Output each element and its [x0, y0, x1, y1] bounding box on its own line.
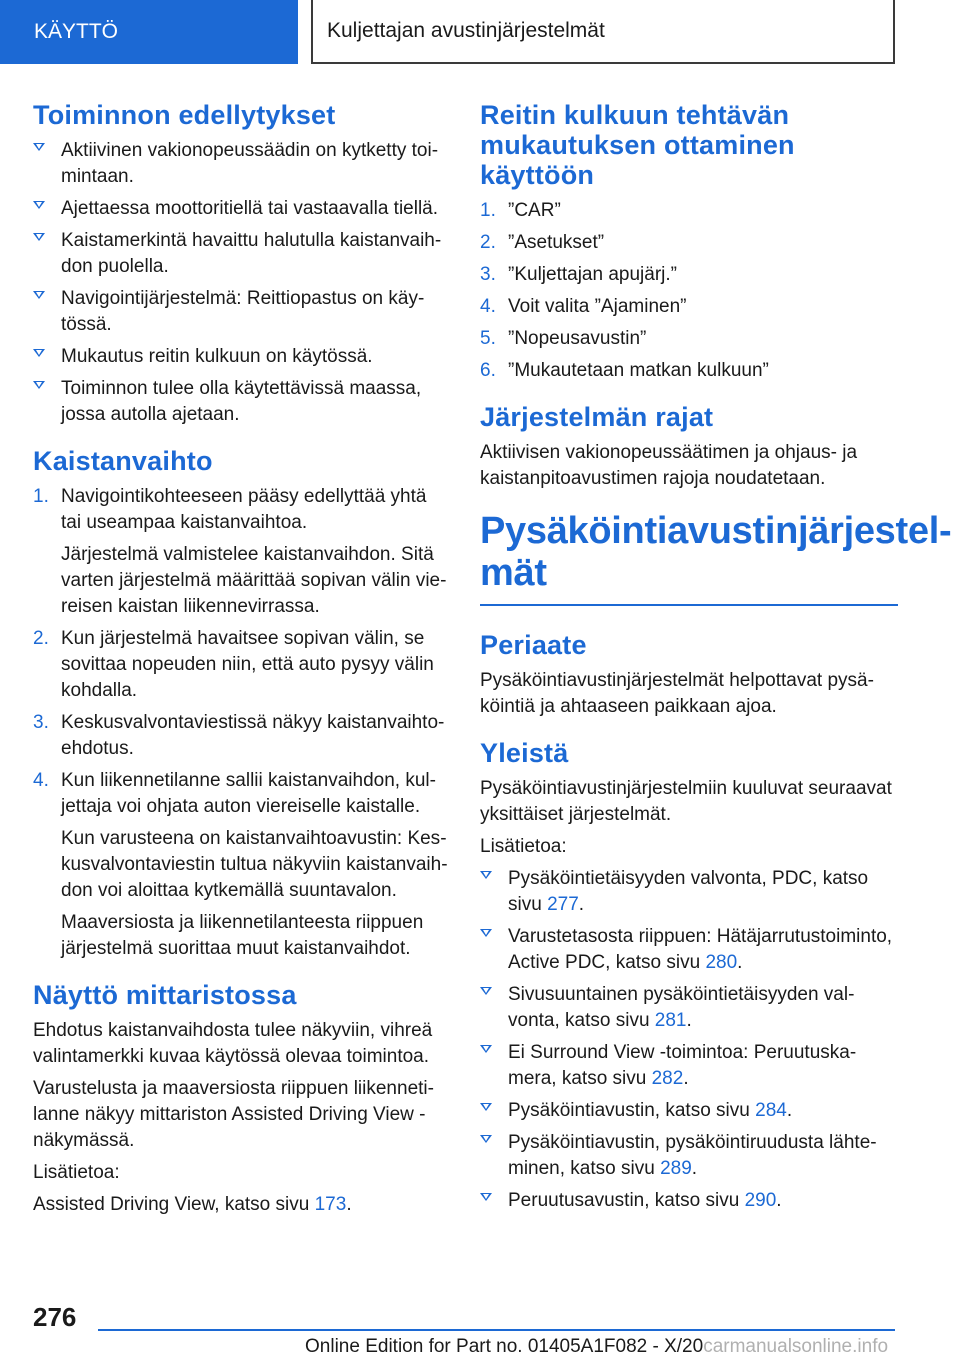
page-link[interactable]: 282 [651, 1068, 684, 1089]
step-note: Järjestelmä valmistelee kaistanvaihdon. Sitä varten järjestelmä määrittää sopivan välin viereisen kaistan liikennevirrassa. [61, 544, 447, 617]
section-tab [0, 0, 298, 64]
list-item: Toiminnon tulee olla käytettävissä maassa, jossa autolla ajetaan. [33, 376, 448, 428]
general-section [480, 738, 898, 1214]
general-heading: Yleistä [480, 738, 569, 768]
page-link[interactable]: 290 [744, 1190, 777, 1211]
adapt-steps [480, 198, 898, 384]
principle-heading: Periaate [480, 630, 587, 660]
triangle-bullet-icon [480, 1103, 492, 1111]
title-rule [480, 604, 898, 606]
section-label: KÄYTTÖ [34, 20, 119, 43]
list-item: Pysäköintiavustin, katso sivu 284. [480, 1098, 898, 1124]
page-link[interactable]: 284 [755, 1100, 787, 1121]
list-item: Navigointijärjestelmä: Reittiopastus on käytössä. [33, 286, 448, 338]
step-number: 1. [33, 486, 49, 507]
page-link[interactable]: 277 [547, 894, 579, 915]
limits-heading: Järjestelmän rajat [480, 402, 714, 432]
page-header [0, 0, 960, 66]
list-item: Mukautus reitin kulkuun on käytössä. [33, 344, 448, 370]
prereq-list [33, 138, 448, 428]
adapt-heading: Reitin kulkuun tehtävän mukautuksen ottaminen käyttöön [480, 100, 795, 190]
lanechange-section [33, 446, 448, 962]
step-number: 5. [480, 328, 496, 349]
lanechange-heading: Kaistanvaihto [33, 446, 213, 476]
step-note: Kun varusteena on kaistanvaihtoavustin: Keskusvalvontaviestin tultua näkyviin kaistanvaihdon voi aloittaa kytkemällä suuntavalon. [61, 828, 448, 901]
step-number: 1. [480, 200, 496, 221]
triangle-bullet-icon [33, 349, 45, 357]
step-item: 1. Navigointikohteeseen pääsy edellyttää yhtä tai useampaa kaistanvaihtoa. Järjestelmä valmistelee kaistanvaihdon. Sitä varten järjestelmä määrittää sopivan välin viereisen kaistan liikennevirrassa. [33, 484, 448, 620]
step-item: 2. ”Asetukset” [480, 230, 898, 256]
list-item: Sivusuuntainen pysäköintietäisyyden valvonta, katso sivu 281. [480, 982, 898, 1034]
step-item: 6. ”Mukautetaan matkan kulkuun” [480, 358, 898, 384]
triangle-bullet-icon [480, 1193, 492, 1201]
triangle-bullet-icon [480, 1045, 492, 1053]
triangle-bullet-icon [33, 381, 45, 389]
prereq-section [33, 100, 448, 428]
limits-section [480, 402, 898, 492]
step-item: 3. ”Kuljettajan apujärj.” [480, 262, 898, 288]
parking-systems-list [480, 866, 898, 1214]
prereq-heading: Toiminnon edellytykset [33, 100, 336, 130]
triangle-bullet-icon [33, 201, 45, 209]
parking-chapter-title: Pysäköintiavustinjärjestelmät [480, 510, 952, 594]
step-item: 1. ”CAR” [480, 198, 898, 224]
step-item: 4. Voit valita ”Ajaminen” [480, 294, 898, 320]
display-heading: Näyttö mittaristossa [33, 980, 297, 1010]
right-column [480, 100, 952, 1232]
list-item: Varustetasosta riippuen: Hätäjarrutustoiminto, Active PDC, katso sivu 280. [480, 924, 898, 976]
footer-edition: Online Edition for Part no. 01405A1F082 - X/20carmanualsonline.info [305, 1336, 889, 1357]
chapter-title-box [311, 0, 895, 64]
step-note: Maaversiosta ja liikennetilanteesta riippuen järjestelmä suorittaa muut kaistanvaihdot. [61, 912, 424, 959]
step-number: 6. [480, 360, 496, 381]
display-section [33, 980, 448, 1218]
principle-section [480, 630, 898, 720]
triangle-bullet-icon [33, 233, 45, 241]
page-link[interactable]: 289 [660, 1158, 692, 1179]
step-number: 4. [33, 770, 49, 791]
general-paragraph: Pysäköintiavustinjärjestelmiin kuuluvat seuraavat yksittäiset järjestelmät. [480, 778, 892, 825]
page-number: 276 [33, 1302, 77, 1332]
triangle-bullet-icon [33, 291, 45, 299]
step-number: 3. [33, 712, 49, 733]
triangle-bullet-icon [33, 143, 45, 151]
list-item: Ei Surround View -toimintoa: Peruutuskamera, katso sivu 282. [480, 1040, 898, 1092]
list-item: Pysäköintiavustin, pysäköintiruudusta lähteminen, katso sivu 289. [480, 1130, 898, 1182]
step-number: 4. [480, 296, 496, 317]
lanechange-steps [33, 484, 448, 962]
watermark: carmanualsonline.info [703, 1336, 889, 1357]
list-item: Aktiivinen vakionopeussäädin on kytketty toimintaan. [33, 138, 448, 190]
page-link[interactable]: 173 [314, 1194, 347, 1215]
display-paragraph: Varustelusta ja maaversiosta riippuen liikennetilanne näkyy mittariston Assisted Driving View -näkymässä. [33, 1078, 434, 1151]
step-number: 2. [480, 232, 496, 253]
page-link[interactable]: 281 [654, 1010, 687, 1031]
more-info-label: Lisätietoa: [480, 836, 567, 857]
list-item: Ajettaessa moottoritiellä tai vastaavalla tiellä. [33, 196, 448, 222]
step-item: 5. ”Nopeusavustin” [480, 326, 898, 352]
display-paragraph: Ehdotus kaistanvaihdosta tulee näkyviin, vihreä valintamerkki kuvaa käytössä olevaa toimintoa. [33, 1020, 433, 1067]
adapt-section [480, 100, 898, 384]
left-column [33, 100, 448, 1236]
step-item: 4. Kun liikennetilanne sallii kaistanvaihdon, kuljettaja voi ohjata auton viereiselle kaistalle. Kun varusteena on kaistanvaihtoavustin: Keskusvalvontaviestin tultua näkyviin kaistanvaihdon voi aloittaa kytkemällä suuntavalon. Maaversiosta ja liikennetilanteesta riippuen järjestelmä suorittaa muut kaistanvaihdot. [33, 768, 448, 962]
list-item: Peruutusavustin, katso sivu 290. [480, 1188, 898, 1214]
principle-paragraph: Pysäköintiavustinjärjestelmät helpottavat pysäköintiä ja ahtaaseen paikkaan ajoa. [480, 670, 874, 717]
list-item: Pysäköintietäisyyden valvonta, PDC, katso sivu 277. [480, 866, 898, 918]
display-reference: Assisted Driving View, katso sivu 173. [33, 1194, 352, 1215]
more-info-label: Lisätietoa: [33, 1162, 120, 1183]
triangle-bullet-icon [480, 1135, 492, 1143]
footer-rule [98, 1329, 895, 1331]
step-item: 2. Kun järjestelmä havaitsee sopivan välin, se sovittaa nopeuden niin, että auto pysyy välin kohdalla. [33, 628, 434, 701]
list-item: Kaistamerkintä havaittu halutulla kaistanvaihdon puolella. [33, 228, 448, 280]
step-item: 3. Keskusvalvontaviestissä näkyy kaistanvaihtoehdotus. [33, 712, 445, 759]
triangle-bullet-icon [480, 871, 492, 879]
limits-paragraph: Aktiivisen vakionopeussäätimen ja ohjaus- ja kaistanpitoavustimen rajoja noudatetaan. [480, 442, 858, 489]
page-link[interactable]: 280 [705, 952, 738, 973]
triangle-bullet-icon [480, 987, 492, 995]
chapter-title: Kuljettajan avustinjärjestelmät [327, 19, 605, 42]
triangle-bullet-icon [480, 929, 492, 937]
step-number: 2. [33, 628, 49, 649]
step-number: 3. [480, 264, 496, 285]
